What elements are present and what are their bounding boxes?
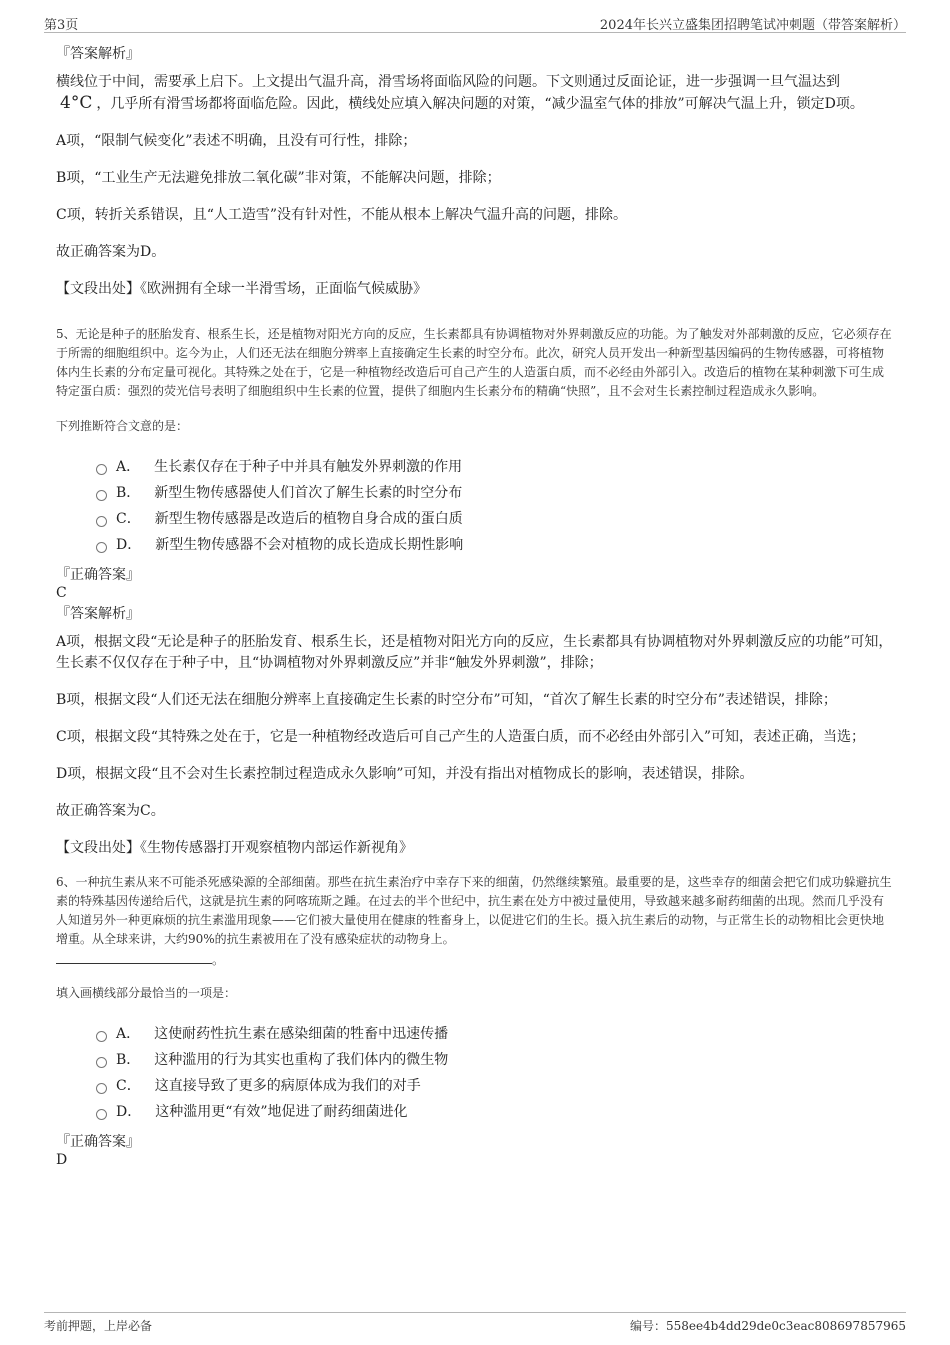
option-key: C． [116, 511, 141, 527]
q6-answer-label: 『正确答案』 [56, 1134, 140, 1150]
q6-answer: D [56, 1152, 68, 1168]
page-header [44, 12, 906, 33]
option-key: C． [116, 1078, 141, 1094]
option-key: A． [116, 1026, 141, 1042]
q5-analysis-label: 『答案解析』 [56, 606, 140, 622]
q6-option-b[interactable] [96, 1047, 894, 1073]
q5-options [96, 454, 894, 558]
radio-icon[interactable] [96, 542, 107, 553]
q4-source: 【文段出处】《欧洲拥有全球一半滑雪场，正面临气候威胁》 [56, 281, 427, 297]
option-key: D． [116, 1104, 142, 1120]
option-key: B． [116, 485, 141, 501]
radio-icon[interactable] [96, 1109, 107, 1120]
document-id: 编号：558ee4b4dd29de0c3eac808697857965 [629, 1319, 906, 1333]
q6-blank-end: 。 [212, 953, 225, 967]
q4-analysis-label: 『答案解析』 [56, 46, 140, 62]
q6-options [96, 1021, 894, 1125]
option-key: B． [116, 1052, 141, 1068]
q5-source: 【文段出处】《生物传感器打开观察植物内部运作新视角》 [56, 840, 413, 856]
q4-analysis-paragraph [56, 72, 894, 115]
q5-analysis-a: A项，根据文段“无论是种子的胚胎发育、根系生长，还是植物对阳光方向的反应，生长素都具有协调植物对外界刺激反应的功能”可知，生长素不仅仅存在于种子中，且“协调植物对外界刺激反应”并非“触发外界刺激”，排除； [56, 634, 893, 671]
radio-icon[interactable] [96, 1031, 107, 1042]
q5-conclusion: 故正确答案为C。 [56, 803, 165, 819]
option-text: 生长素仅存在于种子中并具有触发外界刺激的作用 [154, 459, 463, 475]
temperature-value: 4°C [60, 93, 93, 113]
q6-option-d[interactable] [96, 1099, 894, 1125]
q6-passage: 6、一种抗生素从来不可能杀死感染源的全部细菌。那些在抗生素治疗中幸存下来的细菌，仍然继续繁殖。最重要的是，这些幸存的细菌会把它们成功躲避抗生素的特殊基因传递给后代，这就是抗生素的阿喀琉斯之踵。在过去的半个世纪中，抗生素在处方中被过量使用，导致越来越多耐药细菌的出现。然而几乎没有人知道另外一种更麻烦的抗生素滥用现象——它们被大量使用在健康的牲畜身上，以促进它们的生长。摄入抗生素后的动物，与正常生长的动物相比会更快地增重。从全球来讲，大约90%的抗生素被用在了没有感染症状的动物身上。 [56, 875, 892, 946]
q4-analysis-c: C项，转折关系错误，且“人工造雪”没有针对性，不能从根本上解决气温升高的问题，排除。 [56, 207, 628, 223]
q4-analysis-text-b: ，几乎所有滑雪场都将面临危险。因此，横线处应填入解决问题的对策，“减少温室气体的排放”可解决气温上升，锁定D项。 [96, 96, 864, 112]
document-title: 2024年长兴立盛集团招聘笔试冲刺题（带答案解析） [599, 18, 906, 33]
q4-conclusion: 故正确答案为D。 [56, 244, 166, 260]
option-key: D． [116, 537, 142, 553]
page-number: 第3页 [44, 18, 79, 33]
q5-prompt: 下列推断符合文意的是： [56, 419, 189, 433]
q6-option-a[interactable] [96, 1021, 894, 1047]
radio-icon[interactable] [96, 1057, 107, 1068]
option-key: A． [116, 459, 141, 475]
option-text: 新型生物传感器使人们首次了解生长素的时空分布 [154, 485, 463, 501]
radio-icon[interactable] [96, 490, 107, 501]
q5-option-c[interactable] [96, 506, 894, 532]
q5-option-d[interactable] [96, 532, 894, 558]
option-text: 这种滥用的行为其实也重构了我们体内的微生物 [154, 1052, 449, 1068]
q5-analysis-c: C项，根据文段“其特殊之处在于，它是一种植物经改造后可自己产生的人造蛋白质，而不必经由外部引入”可知，表述正确，当选； [56, 729, 866, 745]
q6-option-c[interactable] [96, 1073, 894, 1099]
radio-icon[interactable] [96, 1083, 107, 1094]
footer-slogan: 考前押题，上岸必备 [44, 1319, 153, 1333]
q5-analysis-d: D项，根据文段“且不会对生长素控制过程造成永久影响”可知，并没有指出对植物成长的影响，表述错误，排除。 [56, 766, 754, 782]
q5-answer-label: 『正确答案』 [56, 567, 140, 583]
page-footer [44, 1312, 906, 1337]
option-text: 这直接导致了更多的病原体成为我们的对手 [154, 1078, 421, 1094]
q5-option-a[interactable] [96, 454, 894, 480]
q5-answer: C [56, 585, 67, 601]
option-text: 这使耐药性抗生素在感染细菌的牲畜中迅速传播 [154, 1026, 449, 1042]
q5-analysis-b: B项，根据文段“人们还无法在细胞分辨率上直接确定生长素的时空分布”可知，“首次了解生长素的时空分布”表述错误，排除； [56, 692, 837, 708]
q5-option-b[interactable] [96, 480, 894, 506]
q5-passage: 5、无论是种子的胚胎发育、根系生长，还是植物对阳光方向的反应，生长素都具有协调植物对外界刺激反应的功能。为了触发对外部刺激的反应，它必须存在于所需的细胞组织中。迄今为止，人们还无法在细胞分辨率上直接确定生长素的时空分布。此次，研究人员开发出一种新型基因编码的生物传感器，可将植物体内生长素的分布定量可视化。其特殊之处在于，它是一种植物经改造后可自己产生的人造蛋白质，而不必经由外部引入。改造后的植物在某种刺激下可生成特定蛋白质：强烈的荧光信号表明了细胞组织中生长素的位置，提供了细胞内生长素分布的精确“快照”，且不会对生长素控制过程造成永久影响。 [56, 327, 892, 398]
fill-blank-line [56, 953, 212, 964]
option-text: 新型生物传感器不会对植物的成长造成长期性影响 [155, 537, 464, 553]
option-text: 新型生物传感器是改造后的植物自身合成的蛋白质 [154, 511, 463, 527]
q4-analysis-b: B项，“工业生产无法避免排放二氧化碳”非对策，不能解决问题，排除； [56, 170, 501, 186]
q4-analysis-a: A项，“限制气候变化”表述不明确，且没有可行性，排除； [56, 133, 417, 149]
q4-analysis-text-a: 横线位于中间，需要承上启下。上文提出气温升高，滑雪场将面临风险的问题。下文则通过反面论证，进一步强调一旦气温达到 [56, 74, 840, 90]
q6-prompt: 填入画横线部分最恰当的一项是： [56, 986, 237, 1000]
radio-icon[interactable] [96, 464, 107, 475]
radio-icon[interactable] [96, 516, 107, 527]
page-content [56, 44, 894, 1171]
option-text: 这种滥用更“有效”地促进了耐药细菌进化 [155, 1104, 408, 1120]
q6-blank-line [56, 951, 894, 970]
